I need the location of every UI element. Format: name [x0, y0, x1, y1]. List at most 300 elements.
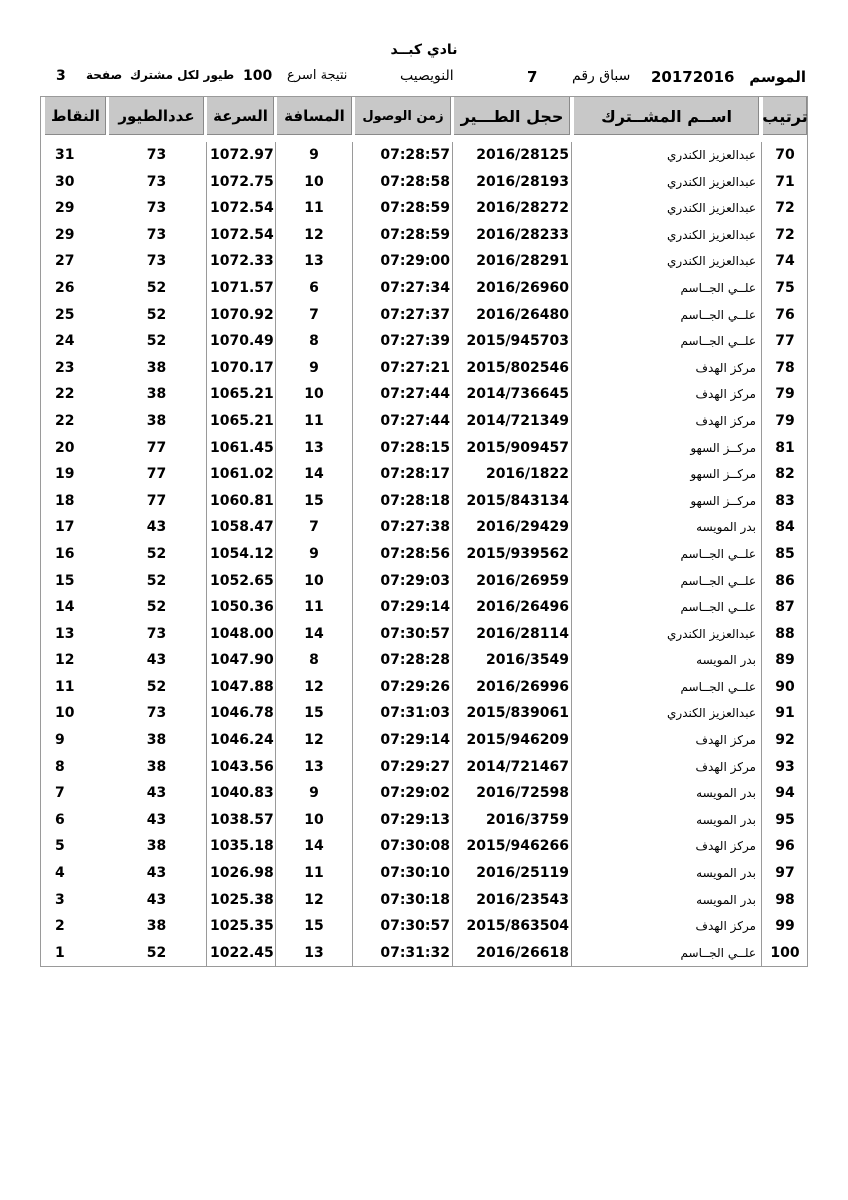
cell-speed: 1058.47: [210, 519, 274, 536]
cell-points: 22: [55, 412, 75, 429]
column-header-name: اســم المشــترك: [574, 97, 759, 135]
cell-ring: 2016/29429: [476, 519, 569, 536]
cell-participant-name: بدر المويسه: [696, 786, 756, 801]
cell-speed: 1047.88: [210, 678, 274, 695]
cell-birds: 38: [146, 412, 167, 429]
cell-rank: 84: [775, 519, 795, 536]
cell-ring: 2016/28193: [476, 173, 569, 190]
table-row: [41, 248, 807, 275]
table-row: [41, 621, 807, 648]
cell-arrival: 07:27:44: [380, 412, 450, 429]
cell-points: 15: [55, 572, 75, 589]
cell-ring: 2016/3549: [485, 652, 569, 669]
cell-rank: 70: [775, 147, 795, 163]
cell-birds: 52: [146, 599, 167, 616]
cell-points: 29: [55, 200, 75, 217]
cell-ring: 2015/946209: [466, 732, 569, 749]
cell-arrival: 07:29:02: [380, 785, 450, 802]
cell-speed: 1061.02: [210, 466, 274, 483]
cell-rank: 88: [775, 625, 795, 642]
cell-points: 5: [55, 838, 65, 855]
cell-participant-name: مركز الهدف: [695, 360, 756, 375]
cell-points: 20: [55, 439, 75, 456]
cell-arrival: 07:30:57: [380, 625, 450, 642]
cell-rank: 79: [775, 386, 795, 403]
cell-participant-name: عبدالعزيز الكندري: [667, 201, 756, 216]
cell-birds: 43: [146, 891, 167, 908]
cell-participant-name: مركز الهدف: [695, 839, 756, 854]
cell-participant-name: عبدالعزيز الكندري: [667, 174, 756, 189]
table-row: [41, 541, 807, 568]
cell-rank: 100: [770, 944, 800, 961]
cell-speed: 1046.78: [210, 705, 274, 722]
cell-rank: 75: [775, 279, 795, 296]
cell-ring: 2016/26960: [476, 279, 569, 296]
cell-speed: 1061.45: [210, 439, 274, 456]
cell-speed: 1038.57: [210, 811, 274, 828]
cell-arrival: 07:31:32: [380, 944, 450, 961]
table-row: [41, 700, 807, 727]
cell-arrival: 07:27:44: [380, 386, 450, 403]
cell-birds: 38: [146, 758, 167, 775]
cell-speed: 1070.92: [210, 306, 274, 323]
cell-arrival: 07:30:08: [380, 838, 450, 855]
cell-distance: 10: [304, 811, 324, 828]
cell-arrival: 07:28:17: [380, 466, 450, 483]
table-row: [41, 887, 807, 914]
table-row: [41, 807, 807, 834]
table-row: [41, 727, 807, 754]
cell-rank: 78: [775, 359, 795, 376]
cell-ring: 2016/28233: [476, 226, 569, 243]
cell-rank: 89: [775, 652, 795, 669]
table-row: [41, 913, 807, 940]
cell-birds: 73: [146, 625, 167, 642]
cell-birds: 73: [146, 253, 167, 270]
season-label: الموسم: [749, 68, 806, 86]
table-header: [40, 96, 808, 143]
table-row: [41, 514, 807, 541]
cell-points: 2: [55, 918, 65, 935]
cell-ring: 2016/28114: [476, 625, 569, 642]
cell-speed: 1054.12: [210, 545, 274, 562]
table-row: [41, 940, 807, 967]
cell-speed: 1043.56: [210, 758, 274, 775]
cell-points: 10: [55, 705, 75, 722]
cell-distance: 9: [309, 785, 319, 802]
cell-arrival: 07:29:14: [380, 599, 450, 616]
cell-birds: 52: [146, 545, 167, 562]
cell-ring: 2016/28291: [476, 253, 569, 270]
cell-speed: 1072.54: [210, 226, 274, 243]
table-row: [41, 169, 807, 196]
cell-participant-name: علــي الجــاسم: [680, 546, 756, 561]
cell-distance: 12: [304, 678, 324, 695]
table-row: [41, 195, 807, 222]
cell-points: 24: [55, 333, 75, 350]
cell-speed: 1050.36: [210, 599, 274, 616]
table-row: [41, 674, 807, 701]
cell-distance: 13: [304, 944, 324, 961]
column-header-arrival: زمن الوصول: [355, 97, 451, 135]
cell-rank: 86: [775, 572, 795, 589]
cell-arrival: 07:27:34: [380, 279, 450, 296]
cell-participant-name: علــي الجــاسم: [680, 679, 756, 694]
cell-birds: 77: [146, 439, 167, 456]
cell-arrival: 07:30:10: [380, 865, 450, 882]
cell-speed: 1040.83: [210, 785, 274, 802]
table-row: [41, 142, 807, 169]
cell-participant-name: عبدالعزيز الكندري: [667, 227, 756, 242]
race-label: سباق رقم: [572, 68, 631, 84]
cell-participant-name: عبدالعزيز الكندري: [667, 706, 756, 721]
cell-speed: 1060.81: [210, 492, 274, 509]
cell-ring: 2015/945703: [466, 333, 569, 350]
cell-rank: 91: [775, 705, 795, 722]
cell-ring: 2016/26480: [476, 306, 569, 323]
column-header-speed: السرعة: [207, 97, 274, 135]
cell-distance: 15: [304, 918, 324, 935]
cell-points: 27: [55, 253, 75, 270]
cell-participant-name: بدر المويسه: [696, 892, 756, 907]
cell-birds: 52: [146, 306, 167, 323]
cell-rank: 93: [775, 758, 795, 775]
cell-points: 7: [55, 785, 65, 802]
table-row: [41, 222, 807, 249]
cell-distance: 14: [304, 838, 324, 855]
cell-ring: 2016/26959: [476, 572, 569, 589]
cell-rank: 90: [775, 678, 795, 695]
cell-arrival: 07:28:28: [380, 652, 450, 669]
cell-rank: 99: [775, 918, 795, 935]
cell-speed: 1022.45: [210, 944, 274, 961]
cell-ring: 2016/25119: [476, 865, 569, 882]
cell-arrival: 07:29:13: [380, 811, 450, 828]
cell-ring: 2016/72598: [476, 785, 569, 802]
cell-arrival: 07:28:57: [380, 147, 450, 163]
cell-speed: 1052.65: [210, 572, 274, 589]
cell-birds: 38: [146, 386, 167, 403]
cell-rank: 82: [775, 466, 795, 483]
cell-ring: 2015/839061: [466, 705, 569, 722]
cell-participant-name: علــي الجــاسم: [680, 600, 756, 615]
cell-arrival: 07:29:03: [380, 572, 450, 589]
cell-distance: 9: [309, 545, 319, 562]
season-value: 20172016: [651, 68, 735, 86]
cell-points: 12: [55, 652, 75, 669]
cell-participant-name: مركــز السهو: [690, 493, 756, 508]
cell-birds: 38: [146, 918, 167, 935]
cell-ring: 2015/939562: [466, 545, 569, 562]
table-row: [41, 408, 807, 435]
cell-arrival: 07:28:58: [380, 173, 450, 190]
race-name: النويصيب: [400, 68, 454, 84]
cell-rank: 96: [775, 838, 795, 855]
cell-participant-name: علــي الجــاسم: [680, 945, 756, 960]
cell-distance: 15: [304, 492, 324, 509]
page-label: صفحة: [86, 68, 123, 82]
cell-rank: 81: [775, 439, 795, 456]
table-row: [41, 275, 807, 302]
cell-rank: 85: [775, 545, 795, 562]
table-row: [41, 381, 807, 408]
cell-rank: 98: [775, 891, 795, 908]
cell-points: 18: [55, 492, 75, 509]
cell-points: 29: [55, 226, 75, 243]
cell-distance: 7: [309, 306, 319, 323]
table-row: [41, 435, 807, 462]
cell-speed: 1072.54: [210, 200, 274, 217]
club-title: نادي كبــد: [390, 42, 458, 58]
birds-count: 100: [243, 68, 273, 84]
cell-birds: 43: [146, 652, 167, 669]
cell-birds: 73: [146, 200, 167, 217]
cell-distance: 8: [309, 333, 319, 350]
cell-rank: 79: [775, 412, 795, 429]
cell-points: 30: [55, 173, 75, 190]
cell-points: 25: [55, 306, 75, 323]
cell-arrival: 07:27:37: [380, 306, 450, 323]
cell-rank: 76: [775, 306, 795, 323]
column-header-ring: حجل الطـــير: [454, 97, 570, 135]
cell-ring: 2016/26496: [476, 599, 569, 616]
race-number: 7: [527, 68, 538, 86]
table-row: [41, 833, 807, 860]
cell-speed: 1026.98: [210, 865, 274, 882]
cell-participant-name: مركز الهدف: [695, 387, 756, 402]
cell-speed: 1070.17: [210, 359, 274, 376]
cell-participant-name: بدر المويسه: [696, 812, 756, 827]
cell-distance: 12: [304, 891, 324, 908]
cell-speed: 1048.00: [210, 625, 274, 642]
cell-participant-name: مركــز السهو: [690, 467, 756, 482]
cell-points: 6: [55, 811, 65, 828]
cell-participant-name: علــي الجــاسم: [680, 573, 756, 588]
cell-distance: 12: [304, 732, 324, 749]
cell-ring: 2014/721349: [466, 412, 569, 429]
table-row: [41, 594, 807, 621]
cell-distance: 13: [304, 439, 324, 456]
cell-ring: 2014/736645: [466, 386, 569, 403]
cell-birds: 73: [146, 147, 167, 163]
table-row: [41, 754, 807, 781]
table-row: [41, 488, 807, 515]
cell-distance: 9: [309, 359, 319, 376]
cell-ring: 2015/843134: [466, 492, 569, 509]
cell-participant-name: عبدالعزيز الكندري: [667, 148, 756, 162]
cell-points: 16: [55, 545, 75, 562]
cell-birds: 77: [146, 492, 167, 509]
birds-label: طيور لكل مشترك: [130, 68, 235, 82]
cell-distance: 13: [304, 758, 324, 775]
cell-birds: 43: [146, 519, 167, 536]
cell-participant-name: مركز الهدف: [695, 733, 756, 748]
cell-participant-name: علــي الجــاسم: [680, 307, 756, 322]
cell-participant-name: بدر المويسه: [696, 520, 756, 535]
cell-birds: 43: [146, 785, 167, 802]
cell-participant-name: عبدالعزيز الكندري: [667, 626, 756, 641]
cell-distance: 10: [304, 572, 324, 589]
cell-speed: 1065.21: [210, 412, 274, 429]
cell-distance: 9: [309, 147, 319, 163]
cell-arrival: 07:30:57: [380, 918, 450, 935]
cell-rank: 71: [775, 173, 795, 190]
cell-speed: 1070.49: [210, 333, 274, 350]
cell-distance: 13: [304, 253, 324, 270]
cell-speed: 1072.97: [210, 147, 274, 163]
cell-ring: 2016/26618: [476, 944, 569, 961]
cell-birds: 38: [146, 732, 167, 749]
column-header-rank: ترتيب: [763, 97, 807, 135]
cell-speed: 1025.35: [210, 918, 274, 935]
cell-distance: 11: [304, 599, 324, 616]
cell-ring: 2016/23543: [476, 891, 569, 908]
table-row: [41, 647, 807, 674]
cell-participant-name: علــي الجــاسم: [680, 334, 756, 349]
cell-rank: 72: [775, 200, 795, 217]
table-row: [41, 780, 807, 807]
cell-points: 31: [55, 147, 75, 163]
cell-birds: 73: [146, 173, 167, 190]
cell-points: 19: [55, 466, 75, 483]
cell-participant-name: مركز الهدف: [695, 413, 756, 428]
cell-arrival: 07:27:39: [380, 333, 450, 350]
cell-speed: 1025.38: [210, 891, 274, 908]
cell-ring: 2015/802546: [466, 359, 569, 376]
cell-birds: 52: [146, 279, 167, 296]
cell-arrival: 07:31:03: [380, 705, 450, 722]
cell-distance: 6: [309, 279, 319, 296]
cell-birds: 38: [146, 359, 167, 376]
cell-distance: 15: [304, 705, 324, 722]
cell-arrival: 07:29:26: [380, 678, 450, 695]
cell-ring: 2015/909457: [466, 439, 569, 456]
cell-distance: 12: [304, 226, 324, 243]
cell-points: 11: [55, 678, 75, 695]
cell-rank: 72: [775, 226, 795, 243]
cell-arrival: 07:29:00: [380, 253, 450, 270]
cell-arrival: 07:28:15: [380, 439, 450, 456]
cell-speed: 1035.18: [210, 838, 274, 855]
cell-birds: 43: [146, 865, 167, 882]
cell-rank: 92: [775, 732, 795, 749]
cell-distance: 14: [304, 625, 324, 642]
cell-arrival: 07:28:18: [380, 492, 450, 509]
cell-birds: 77: [146, 466, 167, 483]
cell-birds: 52: [146, 678, 167, 695]
table-row: [41, 860, 807, 887]
cell-birds: 52: [146, 572, 167, 589]
cell-arrival: 07:29:27: [380, 758, 450, 775]
cell-points: 26: [55, 279, 75, 296]
cell-distance: 10: [304, 386, 324, 403]
cell-ring: 2016/26996: [476, 678, 569, 695]
cell-distance: 11: [304, 865, 324, 882]
table-row: [41, 328, 807, 355]
cell-birds: 52: [146, 944, 167, 961]
cell-points: 22: [55, 386, 75, 403]
cell-arrival: 07:27:21: [380, 359, 450, 376]
table-row: [41, 568, 807, 595]
cell-birds: 73: [146, 705, 167, 722]
cell-rank: 77: [775, 333, 795, 350]
cell-ring: 2016/3759: [485, 811, 569, 828]
table-row: [41, 302, 807, 329]
cell-birds: 38: [146, 838, 167, 855]
column-header-birds: عددالطيور: [109, 97, 204, 135]
result-label: نتيجة اسرع: [287, 68, 348, 83]
cell-ring: 2015/946266: [466, 838, 569, 855]
cell-ring: 2016/1822: [485, 466, 569, 483]
cell-birds: 52: [146, 333, 167, 350]
cell-distance: 8: [309, 652, 319, 669]
cell-participant-name: مركز الهدف: [695, 759, 756, 774]
cell-distance: 14: [304, 466, 324, 483]
cell-arrival: 07:27:38: [380, 519, 450, 536]
cell-rank: 87: [775, 599, 795, 616]
cell-points: 14: [55, 599, 75, 616]
cell-distance: 11: [304, 412, 324, 429]
cell-arrival: 07:29:14: [380, 732, 450, 749]
cell-ring: 2015/863504: [466, 918, 569, 935]
cell-participant-name: عبدالعزيز الكندري: [667, 254, 756, 269]
table-row: [41, 355, 807, 382]
cell-arrival: 07:28:59: [380, 226, 450, 243]
column-header-points: النقاط: [45, 97, 106, 135]
cell-speed: 1072.33: [210, 253, 274, 270]
race-info-line: [40, 68, 806, 90]
cell-points: 9: [55, 732, 65, 749]
cell-points: 4: [55, 865, 65, 882]
cell-points: 8: [55, 758, 65, 775]
cell-points: 1: [55, 944, 65, 961]
cell-arrival: 07:28:59: [380, 200, 450, 217]
cell-participant-name: بدر المويسه: [696, 866, 756, 881]
cell-speed: 1047.90: [210, 652, 274, 669]
cell-distance: 10: [304, 173, 324, 190]
cell-distance: 11: [304, 200, 324, 217]
cell-birds: 43: [146, 811, 167, 828]
cell-points: 13: [55, 625, 75, 642]
cell-distance: 7: [309, 519, 319, 536]
cell-ring: 2016/28272: [476, 200, 569, 217]
cell-points: 23: [55, 359, 75, 376]
page-number: 3: [56, 68, 66, 84]
cell-participant-name: مركــز السهو: [690, 440, 756, 455]
table-row: [41, 461, 807, 488]
results-table: [40, 142, 808, 967]
cell-ring: 2014/721467: [466, 758, 569, 775]
cell-speed: 1046.24: [210, 732, 274, 749]
cell-participant-name: علــي الجــاسم: [680, 280, 756, 295]
cell-rank: 94: [775, 785, 795, 802]
cell-participant-name: بدر المويسه: [696, 653, 756, 668]
cell-rank: 83: [775, 492, 795, 509]
column-header-distance: المسافة: [277, 97, 352, 135]
cell-points: 3: [55, 891, 65, 908]
cell-arrival: 07:28:56: [380, 545, 450, 562]
cell-speed: 1065.21: [210, 386, 274, 403]
cell-arrival: 07:30:18: [380, 891, 450, 908]
cell-ring: 2016/28125: [476, 147, 569, 163]
cell-speed: 1072.75: [210, 173, 274, 190]
cell-rank: 95: [775, 811, 795, 828]
cell-participant-name: مركز الهدف: [695, 919, 756, 934]
cell-rank: 74: [775, 253, 795, 270]
cell-points: 17: [55, 519, 75, 536]
cell-birds: 73: [146, 226, 167, 243]
cell-speed: 1071.57: [210, 279, 274, 296]
